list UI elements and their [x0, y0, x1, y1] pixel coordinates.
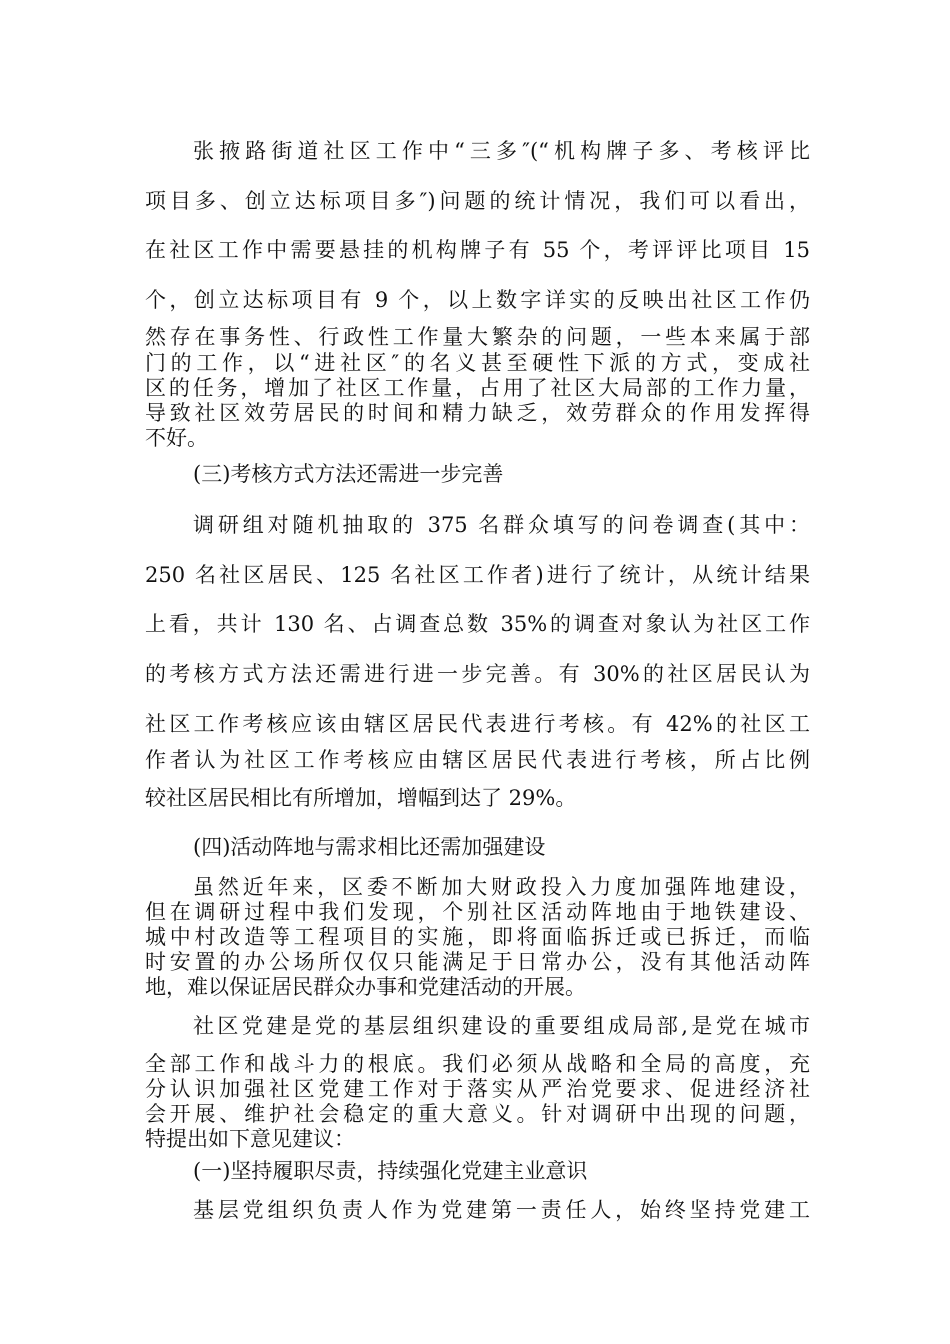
- text-line: 调研组对随机抽取的 375 名群众填写的问卷调查(其中：: [193, 513, 810, 537]
- text-line: 特提出如下意见建议：: [145, 1127, 355, 1151]
- text-line: 社区工作考核应该由辖区居民代表进行考核。有 42%的社区工: [145, 712, 810, 736]
- text-line: 上看，共计 130 名、占调查总数 35%的调查对象认为社区工作: [145, 612, 810, 636]
- section-heading: (三)考核方式方法还需进一步完善: [193, 462, 504, 486]
- text-line: 个，创立达标项目有 9 个，以上数字详实的反映出社区工作仍: [145, 288, 810, 312]
- text-line: 虽然近年来，区委不断加大财政投入力度加强阵地建设，: [193, 875, 810, 899]
- section-heading: (一)坚持履职尽责，持续强化党建主业意识: [193, 1159, 588, 1183]
- text-line: 作者认为社区工作考核应由辖区居民代表进行考核，所占比例: [145, 748, 810, 772]
- text-line: 导致社区效劳居民的时间和精力缺乏，效劳群众的作用发挥得: [145, 401, 810, 425]
- text-line: 会开展、维护社会稳定的重大意义。针对调研中出现的问题，: [145, 1102, 810, 1126]
- text-line: 城中村改造等工程项目的实施，即将面临拆迁或已拆迁，而临: [145, 925, 810, 949]
- text-line: 在社区工作中需要悬挂的机构牌子有 55 个，考评评比项目 15: [145, 238, 810, 262]
- text-line: 250 名社区居民、125 名社区工作者)进行了统计，从统计结果: [145, 563, 810, 587]
- text-line: 全部工作和战斗力的根底。我们必须从战略和全局的高度，充: [145, 1052, 810, 1076]
- section-heading: (四)活动阵地与需求相比还需加强建设: [193, 835, 546, 859]
- text-line: 社区党建是党的基层组织建设的重要组成局部,是党在城市: [193, 1014, 810, 1038]
- text-line: 然存在事务性、行政性工作量大繁杂的问题，一些本来属于部: [145, 325, 810, 349]
- text-line: 地，难以保证居民群众办事和党建活动的开展。: [145, 975, 586, 999]
- text-line: 张掖路街道社区工作中“三多″(“机构牌子多、考核评比: [193, 139, 810, 163]
- text-line: 的考核方式方法还需进行进一步完善。有 30%的社区居民认为: [145, 662, 810, 686]
- text-line: 较社区居民相比有所增加，增幅到达了 29%。: [145, 786, 577, 810]
- text-line: 但在调研过程中我们发现，个别社区活动阵地由于地铁建设、: [145, 900, 810, 924]
- text-line: 项目多、创立达标项目多″)问题的统计情况，我们可以看出，: [145, 189, 810, 213]
- text-line: 区的任务，增加了社区工作量，占用了社区大局部的工作力量，: [145, 376, 810, 400]
- text-line: 时安置的办公场所仅仅只能满足于日常办公，没有其他活动阵: [145, 950, 810, 974]
- text-line: 分认识加强社区党建工作对于落实从严治党要求、促进经济社: [145, 1077, 810, 1101]
- text-line: 不好。: [145, 426, 208, 450]
- text-line: 门的工作，以“进社区″的名义甚至硬性下派的方式，变成社: [145, 351, 810, 375]
- text-line: 基层党组织负责人作为党建第一责任人，始终坚持党建工: [193, 1198, 810, 1222]
